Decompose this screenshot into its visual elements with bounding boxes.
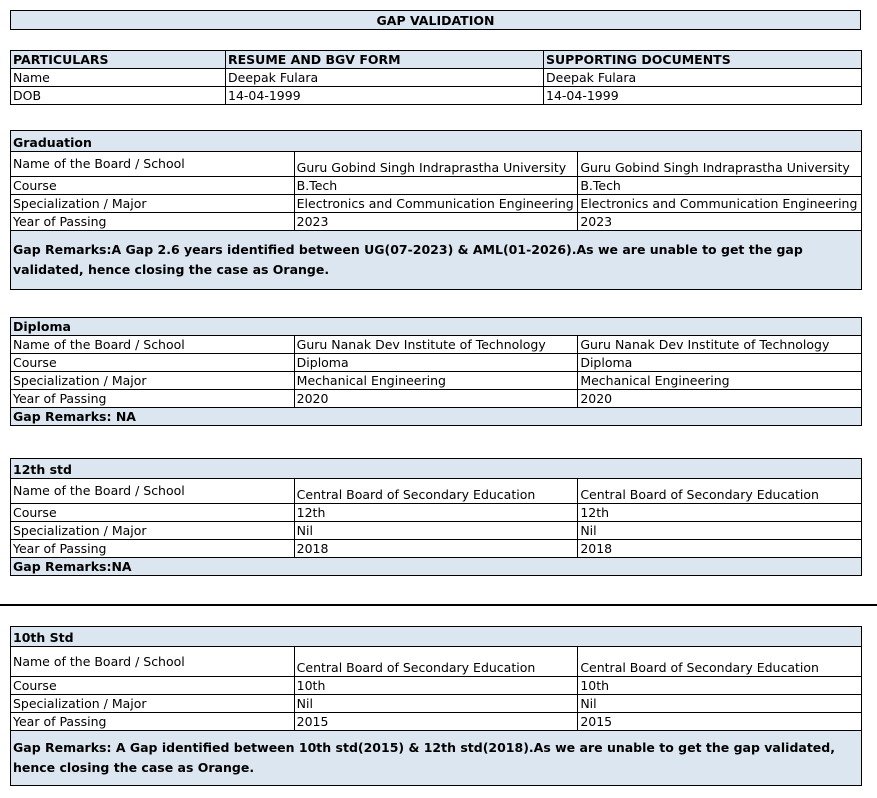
resume-value: Guru Gobind Singh Indraprastha University [294,152,578,177]
row-label: Name of the Board / School [11,152,295,177]
gap-remarks-row [11,731,862,786]
table-row [11,213,862,231]
row-label: Course [11,677,295,695]
table-row [11,479,862,504]
docs-value: 12th [578,504,862,522]
table-row [11,177,862,195]
docs-value: Guru Nanak Dev Institute of Technology [578,336,862,354]
section-heading-row [11,627,862,647]
table-row [11,152,862,177]
resume-value: Central Board of Secondary Education [294,647,578,677]
table-row [11,713,862,731]
row-label: Course [11,504,295,522]
docs-value: Nil [578,522,862,540]
gap-remarks: Gap Remarks:A Gap 2.6 years identified between UG(07-2023) & AML(01-2026).As we are unable to get the gap validated, hence closing the case as Orange. [11,231,862,290]
gap-remarks: Gap Remarks:NA [11,558,862,576]
row-label: Name of the Board / School [11,479,295,504]
row-label: DOB [11,87,226,105]
gap-remarks: Gap Remarks: A Gap identified between 10th std(2015) & 12th std(2018).As we are unable to get the gap validated, hence closing the case as Orange. [11,731,862,786]
table-row [11,522,862,540]
section-heading: 10th Std [11,627,862,647]
docs-value: 14-04-1999 [544,87,862,105]
gap-remarks-row [11,408,862,426]
header-documents: SUPPORTING DOCUMENTS [544,51,862,69]
resume-value: 2020 [294,390,578,408]
docs-value: 2018 [578,540,862,558]
resume-value: Central Board of Secondary Education [294,479,578,504]
resume-value: Guru Nanak Dev Institute of Technology [294,336,578,354]
table-row [11,372,862,390]
resume-value: Diploma [294,354,578,372]
diploma-table [10,317,862,426]
gap-remarks: Gap Remarks: NA [11,408,862,426]
docs-value: Deepak Fulara [544,69,862,87]
resume-value: 10th [294,677,578,695]
table-row [11,695,862,713]
resume-value: Deepak Fulara [226,69,544,87]
docs-value: Diploma [578,354,862,372]
docs-value: 10th [578,677,862,695]
resume-value: Nil [294,695,578,713]
docs-value: Nil [578,695,862,713]
row-label: Year of Passing [11,540,295,558]
table-row [11,504,862,522]
tenth-table [10,626,862,786]
table-row [11,390,862,408]
docs-value: 2023 [578,213,862,231]
section-heading: Graduation [11,131,862,152]
table-row [11,69,862,87]
docs-value: 2020 [578,390,862,408]
row-label: Specialization / Major [11,522,295,540]
section-heading: Diploma [11,318,862,336]
twelfth-table [10,458,862,576]
row-label: Specialization / Major [11,372,295,390]
table-row [11,195,862,213]
section-heading: 12th std [11,459,862,479]
row-label: Course [11,354,295,372]
section-heading-row [11,131,862,152]
docs-value: Electronics and Communication Engineering [578,195,862,213]
header-particulars: PARTICULARS [11,51,226,69]
row-label: Course [11,177,295,195]
section-heading-row [11,459,862,479]
section-divider [0,604,877,606]
resume-value: 2015 [294,713,578,731]
gap-remarks-row [11,558,862,576]
row-label: Year of Passing [11,390,295,408]
personal-table [10,50,862,105]
row-label: Name of the Board / School [11,336,295,354]
docs-value: B.Tech [578,177,862,195]
resume-value: 2023 [294,213,578,231]
table-row [11,336,862,354]
row-label: Year of Passing [11,213,295,231]
row-label: Year of Passing [11,713,295,731]
resume-value: Mechanical Engineering [294,372,578,390]
header-resume: RESUME AND BGV FORM [226,51,544,69]
row-label: Specialization / Major [11,695,295,713]
docs-value: Guru Gobind Singh Indraprastha University [578,152,862,177]
graduation-table [10,130,862,290]
row-label: Specialization / Major [11,195,295,213]
resume-value: Nil [294,522,578,540]
docs-value: Central Board of Secondary Education [578,647,862,677]
table-row [11,647,862,677]
table-row [11,87,862,105]
resume-value: 14-04-1999 [226,87,544,105]
resume-value: 12th [294,504,578,522]
row-label: Name [11,69,226,87]
docs-value: 2015 [578,713,862,731]
docs-value: Mechanical Engineering [578,372,862,390]
table-row [11,354,862,372]
table-row [11,540,862,558]
row-label: Name of the Board / School [11,647,295,677]
resume-value: B.Tech [294,177,578,195]
page-title: GAP VALIDATION [10,10,861,30]
gap-remarks-row [11,231,862,290]
resume-value: 2018 [294,540,578,558]
resume-value: Electronics and Communication Engineering [294,195,578,213]
header-row [11,51,862,69]
table-row [11,677,862,695]
docs-value: Central Board of Secondary Education [578,479,862,504]
section-heading-row [11,318,862,336]
